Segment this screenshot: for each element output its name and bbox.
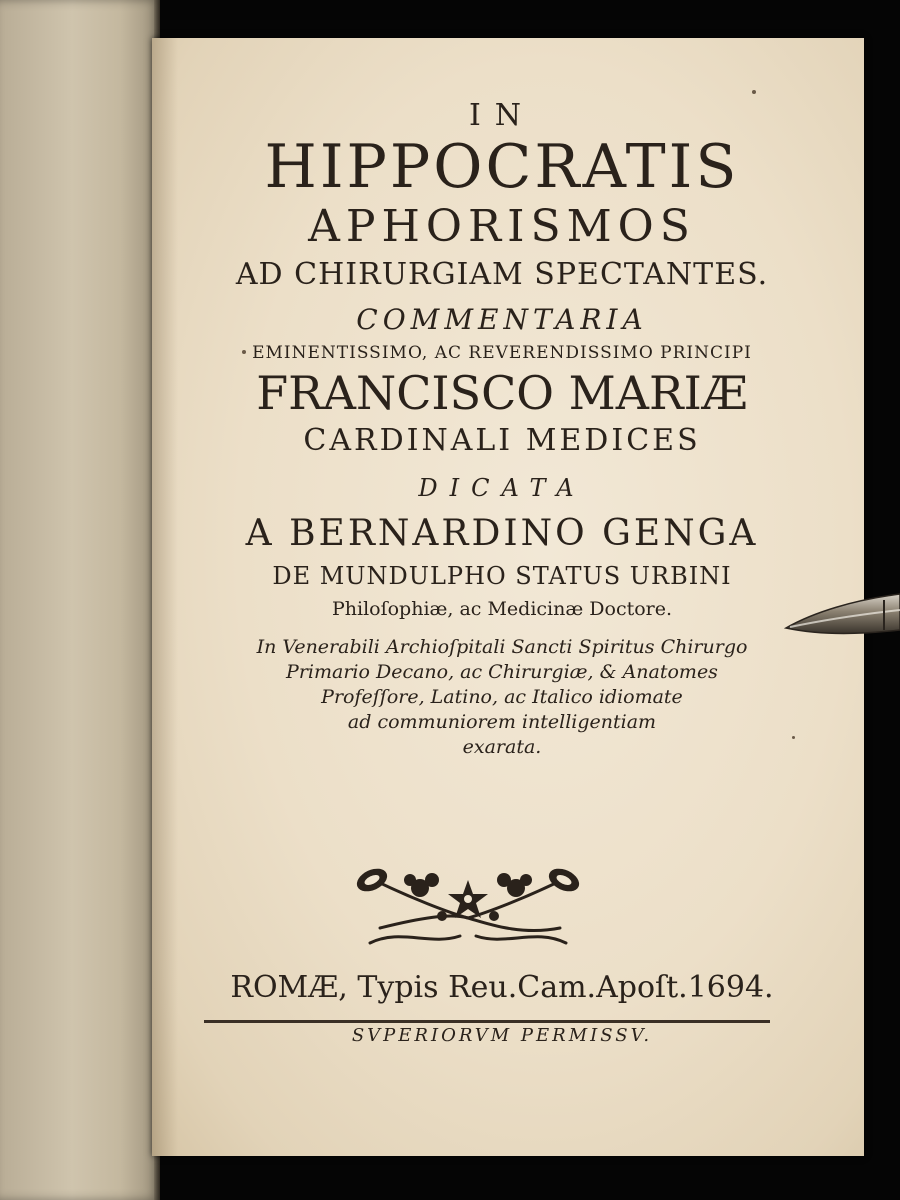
left-endpaper (0, 0, 160, 1200)
title-line-ad-chirurgiam: AD CHIRURGIAM SPECTANTES. (235, 257, 769, 292)
metal-page-pointer-icon (784, 590, 900, 652)
title-line-aphorismos: APHORISMOS (308, 201, 696, 252)
title-line-commentaria: COMMENTARIA (356, 303, 648, 336)
dedicatee-title: CARDINALI MEDICES (303, 423, 701, 458)
author-description-line: In Venerabili Archioſpitali Sancti Spiritus Chirurgo (256, 636, 748, 658)
author-description-line: ad communiorem intelligentiam (347, 711, 657, 733)
title-text-block (182, 98, 822, 760)
foxing-speck (752, 90, 756, 94)
title-line-exarata: exarata. (462, 736, 542, 758)
foxing-speck (792, 736, 795, 739)
author-origin: DE MUNDULPHO STATUS URBINI (272, 562, 732, 590)
title-line-in: IN (468, 98, 536, 133)
floral-crossed-branches-icon (350, 858, 586, 956)
title-line-hippocratis: HIPPOCRATIS (264, 132, 740, 202)
author-degree: Philoſophiæ, ac Medicinæ Doctore. (331, 598, 673, 620)
foxing-speck (242, 350, 246, 354)
author-description-line: Profeſſore, Latino, ac Italico idiomate (321, 686, 683, 708)
title-page (152, 38, 864, 1156)
author-description-line: Primario Decano, ac Chirurgiæ, & Anatomes (286, 661, 718, 683)
title-line-dicata: DICATA (418, 474, 586, 502)
dedication-line: EMINENTISSIMO, AC REVERENDISSIMO PRINCIPI (252, 343, 752, 363)
dedicatee-name: FRANCISCO MARIÆ (256, 366, 748, 420)
permissu-line: SVPERIORVM PERMISSV. (351, 1025, 653, 1046)
imprint-line: ROMÆ, Typis Reu.Cam.Apoſt.1694. (230, 970, 774, 1005)
author-name: A BERNARDINO GENGA (245, 513, 759, 554)
